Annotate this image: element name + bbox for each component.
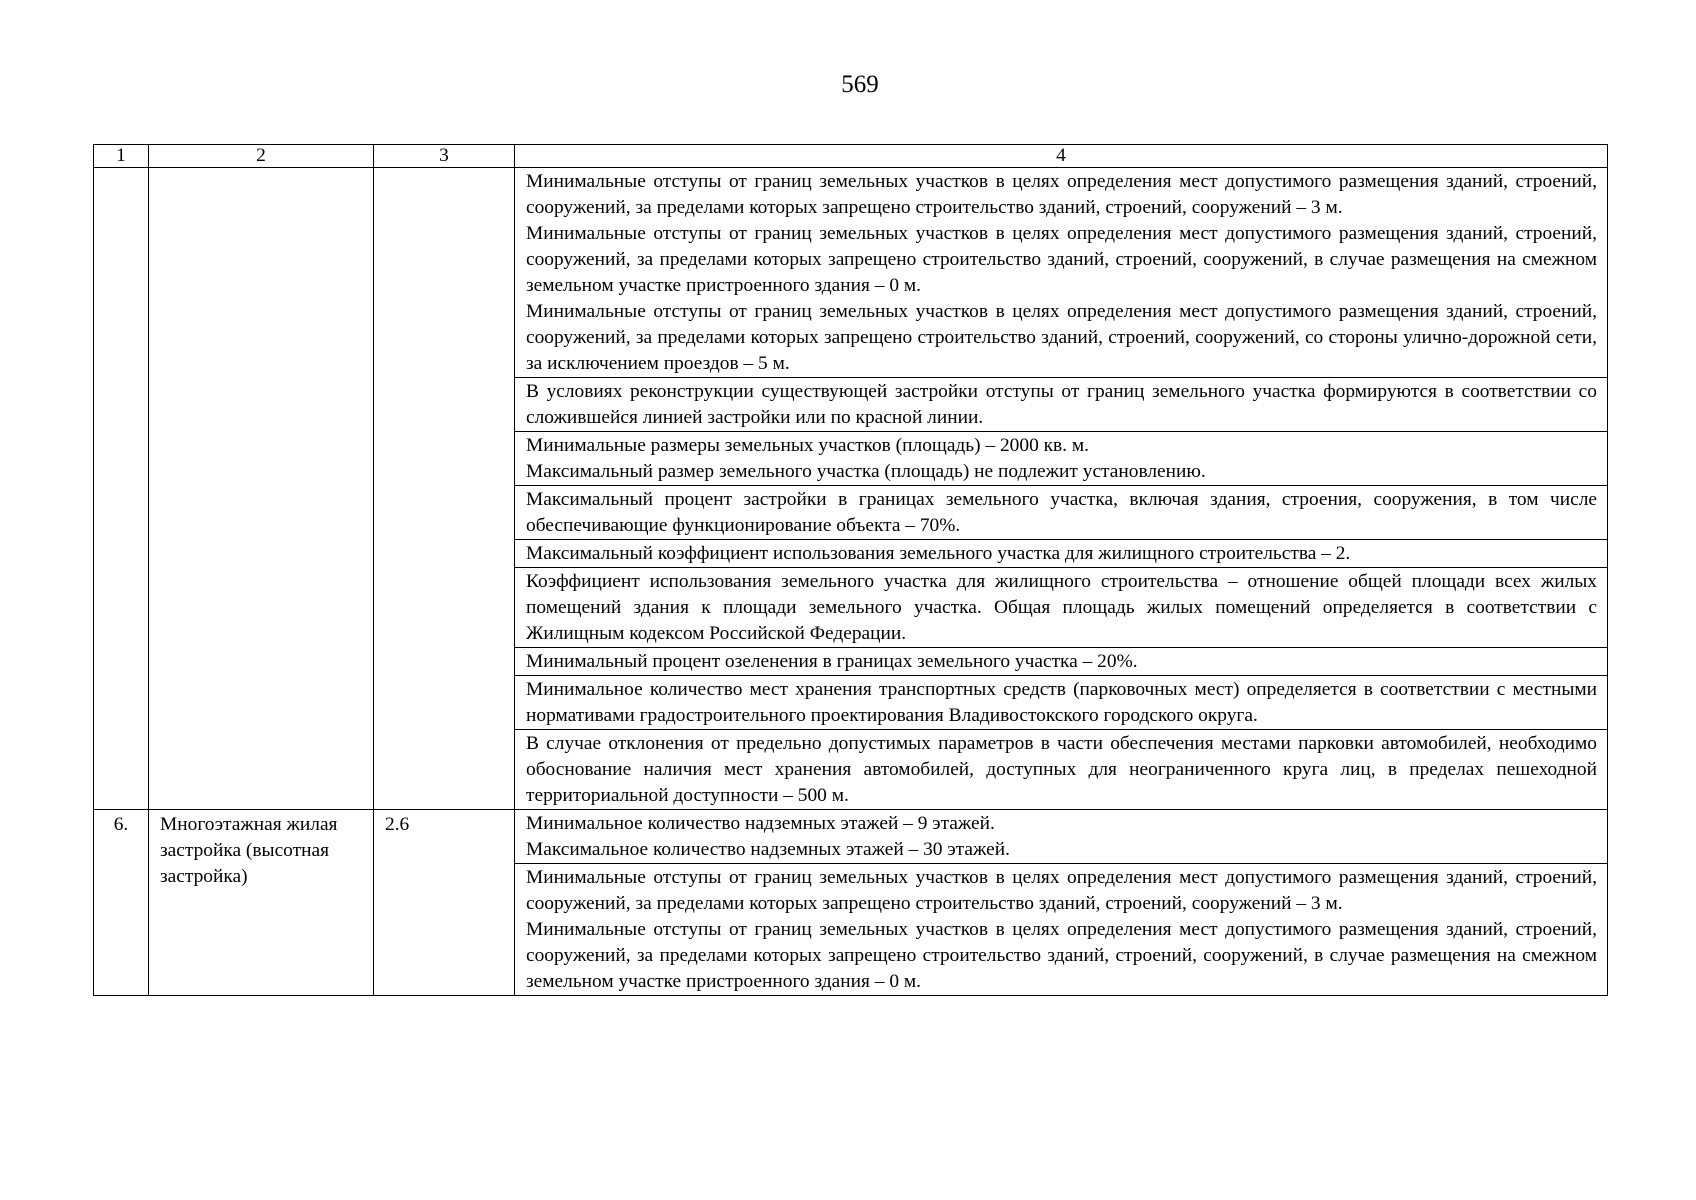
parameter-text: Максимальный размер земельного участка (площадь) не подлежит установлению. bbox=[526, 461, 1206, 482]
parameter-cell bbox=[515, 648, 1608, 676]
parameter-cell bbox=[515, 730, 1608, 810]
parameter-text: Максимальный коэффициент использования земельного участка для жилищного строительства – 2. bbox=[526, 543, 1351, 564]
parameter-text: Максимальное количество надземных этажей – 30 этажей. bbox=[526, 839, 1010, 860]
continued-name-cell bbox=[149, 168, 374, 810]
parameter-cell bbox=[515, 432, 1608, 486]
parameter-text: Минимальное количество мест хранения транспортных средств (парковочных мест) определяется в соответствии с местными нормативами градостроительного проектирования Владивостокского городского округа. bbox=[526, 679, 1597, 726]
entry-name: Многоэтажная жилая застройка (высотная застройка) bbox=[149, 810, 374, 996]
column-header-4: 4 bbox=[515, 145, 1608, 168]
parameter-text: Минимальные отступы от границ земельных участков в целях определения мест допустимого размещения зданий, строений, сооружений, за пределами которых запрещено строительство зданий, строений, сооружений, в случае размещения на смежном земельном участке пристроенного здания – 0 м. bbox=[526, 919, 1597, 992]
entry-code: 2.6 bbox=[374, 810, 515, 996]
parameter-text: Максимальный процент застройки в границах земельного участка, включая здания, строения, сооружения, в том числе обеспечивающие функционирование объекта – 70%. bbox=[526, 489, 1597, 536]
parameter-text: Минимальные отступы от границ земельных участков в целях определения мест допустимого размещения зданий, строений, сооружений, за пределами которых запрещено строительство зданий, строений, сооружений, со стороны улично-дорожной сети, за исключением проездов – 5 м. bbox=[526, 301, 1597, 374]
parameter-text: В случае отклонения от предельно допустимых параметров в части обеспечения местами парковки автомобилей, необходимо обоснование наличия мест хранения автомобилей, доступных для неограниченного круга лиц, в пределах пешеходной территориальной доступности – 500 м. bbox=[526, 733, 1597, 806]
column-header-1: 1 bbox=[94, 145, 149, 168]
parameter-text: Коэффициент использования земельного участка для жилищного строительства – отношение общей площади всех жилых помещений здания к площади земельного участка. Общая площадь жилых помещений определяется в соответствии с Жилищным кодексом Российской Федерации. bbox=[526, 571, 1597, 644]
parameter-text: Минимальное количество надземных этажей – 9 этажей. bbox=[526, 813, 995, 834]
entry-number: 6. bbox=[94, 810, 149, 996]
parameter-text: Минимальные размеры земельных участков (площадь) – 2000 кв. м. bbox=[526, 435, 1089, 456]
table-row bbox=[94, 168, 1608, 378]
parameter-cell bbox=[515, 864, 1608, 996]
parameter-cell bbox=[515, 540, 1608, 568]
parameter-text: Минимальные отступы от границ земельных участков в целях определения мест допустимого размещения зданий, строений, сооружений, за пределами которых запрещено строительство зданий, строений, сооружений, в случае размещения на смежном земельном участке пристроенного здания – 0 м. bbox=[526, 223, 1597, 296]
parameter-cell bbox=[515, 486, 1608, 540]
parameter-text: Минимальные отступы от границ земельных участков в целях определения мест допустимого размещения зданий, строений, сооружений, за пределами которых запрещено строительство зданий, строений, сооружений – 3 м. bbox=[526, 867, 1597, 914]
continued-code-cell bbox=[374, 168, 515, 810]
regulations-table bbox=[93, 144, 1608, 996]
parameter-text: В условиях реконструкции существующей застройки отступы от границ земельного участка формируются в соответствии со сложившейся линией застройки или по красной линии. bbox=[526, 381, 1597, 428]
parameter-cell bbox=[515, 168, 1608, 378]
parameter-cell bbox=[515, 676, 1608, 730]
page-number: 569 bbox=[841, 71, 879, 98]
parameter-text: Минимальные отступы от границ земельных участков в целях определения мест допустимого размещения зданий, строений, сооружений, за пределами которых запрещено строительство зданий, строений, сооружений – 3 м. bbox=[526, 171, 1597, 218]
parameter-cell bbox=[515, 810, 1608, 864]
column-header-3: 3 bbox=[374, 145, 515, 168]
header-row bbox=[94, 145, 1608, 168]
column-header-2: 2 bbox=[149, 145, 374, 168]
parameter-cell bbox=[515, 568, 1608, 648]
continued-number-cell bbox=[94, 168, 149, 810]
parameter-cell bbox=[515, 378, 1608, 432]
parameter-text: Минимальный процент озеленения в границах земельного участка – 20%. bbox=[526, 651, 1138, 672]
table-row bbox=[94, 810, 1608, 864]
